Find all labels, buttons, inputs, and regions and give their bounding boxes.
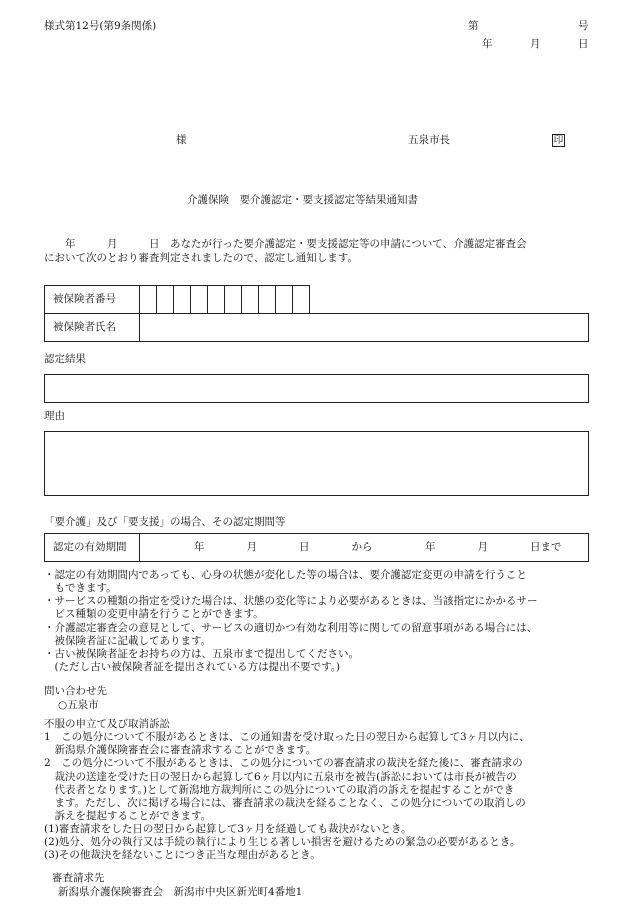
insured-number-digit[interactable]: [293, 286, 310, 314]
insured-number-row: [45, 286, 589, 314]
insured-name-row: [45, 314, 589, 342]
period-table: [44, 533, 589, 562]
period-value[interactable]: 年 月 日 から 年 月 日まで: [140, 534, 589, 562]
note-line: ・介護認定審査会の意見として、サービスの適切かつ有効な利用等に関しての留意事項がある場合には、: [44, 621, 538, 634]
insured-number-digit[interactable]: [259, 286, 276, 314]
form-number: 様式第12号(第9条関係): [44, 20, 157, 32]
insured-number-digit[interactable]: [242, 286, 259, 314]
appeal-section: [44, 718, 592, 862]
result-label: 認定結果: [44, 353, 86, 365]
appeal-sub-item: (3)その他裁決を経ないことにつき正当な理由があるとき。: [44, 849, 321, 862]
addressee-sama: 様: [176, 134, 187, 146]
insured-number-digit[interactable]: [208, 286, 225, 314]
result-field[interactable]: [44, 374, 589, 403]
review-label: 審査請求先: [52, 872, 105, 884]
note-line: ・認定の有効期間内であっても、心身の状態が変化した等の場合は、要介護認定変更の申請を行うこと: [44, 569, 527, 581]
period-label: 認定の有効期間: [45, 534, 140, 562]
note-line: 被保険者証に記載してあります。: [44, 634, 212, 647]
seal-mark: 印: [553, 135, 564, 146]
appeal-line: 裁決の送達を受けた日の翌日から起算して6ヶ月以内に五泉市を被告(訴訟においては市長が被告の: [44, 770, 517, 783]
insured-number-digit[interactable]: [174, 286, 191, 314]
issuer-name: 五泉市長: [408, 134, 450, 146]
contact-value: ○五泉市: [58, 699, 99, 711]
doc-no-prefix: 第: [468, 20, 479, 32]
notes-list: [44, 569, 592, 674]
insured-number-digit[interactable]: [276, 286, 293, 314]
appeal-sub-item: (2)処分、処分の執行又は手続の執行により生じる著しい損害を避けるための緊急の必要があるとき。: [44, 836, 521, 849]
note-line: (ただし古い被保険者証を提出されている方は提出不要です。): [44, 660, 341, 673]
insured-number-digit[interactable]: [140, 286, 157, 314]
appeal-sub-item: (1)審査請求をした日の翌日から起算して3ヶ月を経過しても裁決がないとき。: [44, 823, 412, 835]
review-value: 新潟県介護保険審査会 新潟市中央区新光町4番地1: [58, 886, 303, 898]
note-line: ・サービスの種類の指定を受けた場合は、状態の変化等により必要があるときは、当該指定にかかるサー: [44, 595, 538, 608]
insured-name-field[interactable]: [140, 314, 589, 342]
appeal-line: 新潟県介護保険審査会に審査請求することができます。: [44, 744, 317, 757]
insured-number-digit[interactable]: [225, 286, 242, 314]
insured-name-label: 被保険者氏名: [45, 314, 140, 342]
insured-number-blank: [310, 286, 589, 314]
appeal-heading: 不服の申立て及び取消訴訟: [44, 718, 170, 730]
note-line: ビス種類の変更申請を行うことができます。: [44, 608, 264, 621]
period-heading: 「要介護」及び「要支援」の場合、その認定期間等: [44, 516, 286, 528]
intro-line-2: において次のとおり審査判定されましたので、認定し通知します。: [44, 252, 358, 264]
document-title: 介護保険 要介護認定・要支援認定等結果通知書: [187, 194, 418, 206]
date-day: 日: [578, 38, 589, 50]
appeal-line: ます。ただし、次に掲げる場合には、審査請求の裁決を経ることなく、この処分についての取消しの: [44, 796, 526, 809]
insured-number-digit[interactable]: [191, 286, 208, 314]
date-year: 年: [482, 38, 493, 50]
note-line: もできます。: [44, 582, 117, 595]
reason-field[interactable]: [44, 431, 589, 496]
note-line: ・古い被保険者証をお持ちの方は、五泉市まで提出してください。: [44, 647, 359, 660]
doc-no-suffix: 号: [578, 20, 589, 32]
appeal-line: 1 この処分について不服があるときは、この通知書を受け取った日の翌日から起算して3ヶ月以内に、: [44, 731, 530, 744]
appeal-line: 2 この処分について不服があるときは、この処分についての審査請求の裁決を経た後に、審査請求の: [44, 757, 523, 770]
appeal-line: 訴えを提起することができます。: [44, 809, 212, 822]
insured-number-digit[interactable]: [157, 286, 174, 314]
appeal-line: 代表者となります。)として新潟地方裁判所にこの処分についての取消の訴えを提起することができ: [44, 783, 515, 796]
date-month: 月: [530, 38, 541, 50]
reason-label: 理由: [44, 410, 65, 422]
insured-table: [44, 285, 589, 342]
intro-line-1: 年 月 日 あなたが行った要介護認定・要支援認定等の申請について、介護認定審査会: [44, 238, 527, 250]
contact-label: 問い合わせ先: [44, 685, 107, 697]
insured-number-label: 被保険者番号: [45, 286, 140, 314]
